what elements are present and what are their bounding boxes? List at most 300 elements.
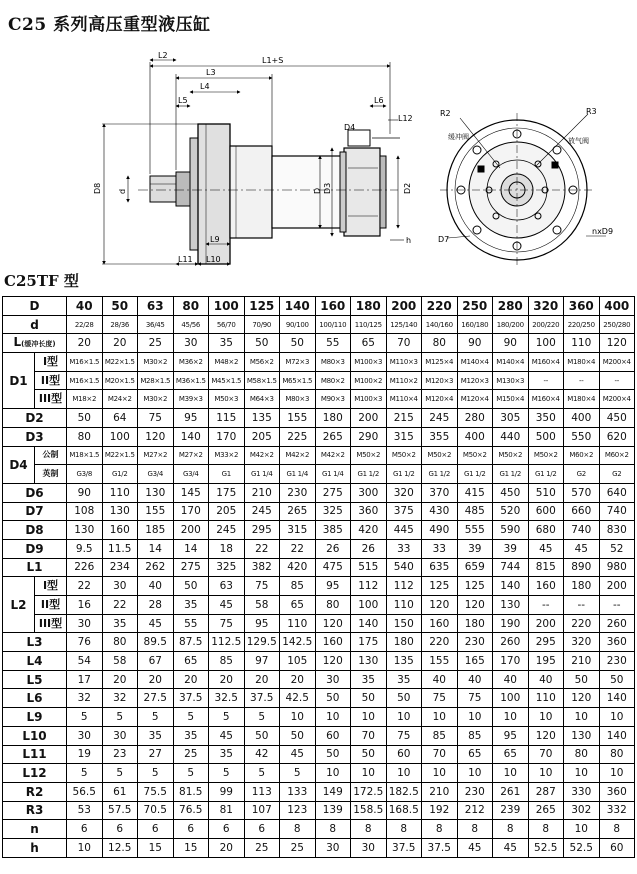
label-r3: R3 [586,107,597,116]
table-cell: 99 [209,782,245,801]
table-cell: 112 [351,577,387,596]
table-cell: 170 [209,427,245,446]
table-cell: 32.5 [209,689,245,708]
table-cell: 160 [422,614,458,633]
table-cell: 76 [67,633,103,652]
table-cell: 320 [386,483,422,502]
table-cell: 212 [457,801,493,820]
table-cell: M180×4 [564,353,600,372]
table-cell: 170 [173,502,209,521]
table-cell: 5 [244,764,280,783]
table-cell: M20×1.5 [102,371,138,390]
table-cell: 302 [564,801,600,820]
table-cell: M110×3 [386,353,422,372]
table-cell: 15 [173,838,209,857]
table-cell: 420 [280,558,316,577]
table-cell: 40 [457,670,493,689]
table-cell: 10 [386,708,422,727]
table-cell: 80 [422,334,458,353]
header-cell: 220 [422,297,458,316]
table-cell: 50 [173,577,209,596]
table-cell: M80×2 [315,371,351,390]
table-cell: 14 [138,539,174,558]
table-cell: 360 [351,502,387,521]
table-cell: 5 [102,764,138,783]
table-cell: G1 1/4 [315,465,351,484]
table-cell: 890 [564,558,600,577]
rod-nut [176,172,190,206]
table-row [3,820,635,839]
table-cell: 12.5 [102,838,138,857]
table-cell: 37.5 [422,838,458,857]
table-cell: 10 [457,764,493,783]
row-label [3,633,67,652]
table-cell: 15 [138,838,174,857]
table-cell: 110 [280,614,316,633]
table-cell: 50 [315,745,351,764]
table-cell: M100×3 [351,353,387,372]
table-cell: 85 [209,652,245,671]
table-cell: 210 [244,483,280,502]
table-cell: 130 [351,652,387,671]
table-cell: M160×4 [528,353,564,372]
row-label [3,334,67,353]
table-cell: M16×1.5 [67,371,103,390]
table-cell: 180 [386,633,422,652]
table-cell: 510 [528,483,564,502]
table-cell: M140×4 [457,353,493,372]
table-cell: 37.5 [244,689,280,708]
table-cell: 90 [493,334,529,353]
table-row [3,838,635,857]
table-cell: 17 [67,670,103,689]
table-cell: 155 [138,502,174,521]
table-cell: -- [599,371,635,390]
header-cell: 80 [173,297,209,316]
table-cell: 129.5 [244,633,280,652]
table-cell: 320 [564,633,600,652]
label-d4: D4 [344,123,356,132]
table-cell: 230 [457,782,493,801]
table-cell: M64×3 [244,390,280,409]
table-cell: 125/140 [386,315,422,334]
table-cell: 5 [138,708,174,727]
table-cell: M30×2 [138,390,174,409]
table-cell: 50 [244,726,280,745]
table-cell: 315 [386,427,422,446]
table-cell: 20 [67,334,103,353]
table-cell: M65×1.5 [280,371,316,390]
table-cell: 10 [599,708,635,727]
table-cell: 360 [599,782,635,801]
table-cell: 81 [209,801,245,820]
table-cell: M50×3 [209,390,245,409]
table-cell: 45 [209,726,245,745]
table-cell: 40 [422,670,458,689]
table-cell: 70.5 [138,801,174,820]
table-cell: 20 [244,670,280,689]
table-cell: 450 [599,409,635,428]
cylinder-barrel [272,156,344,228]
table-cell: 107 [244,801,280,820]
table-cell: 123 [280,801,316,820]
table-cell: 75 [209,614,245,633]
table-cell: 140/160 [422,315,458,334]
table-cell: -- [528,596,564,615]
row-label [3,409,67,428]
row-group-label: L2 [3,577,35,633]
table-cell: 85 [457,726,493,745]
row-label-text: L1 [26,560,43,575]
table-cell: 16 [67,596,103,615]
table-cell: 89.5 [138,633,174,652]
table-cell: 640 [599,483,635,502]
table-cell: 500 [528,427,564,446]
table-cell: M110×2 [386,371,422,390]
table-cell: 28/36 [102,315,138,334]
table-cell: 140 [173,427,209,446]
table-cell: 85 [422,726,458,745]
header-cell: 360 [564,297,600,316]
table-cell: 475 [315,558,351,577]
table-cell: 80 [599,745,635,764]
table-cell: 32 [67,689,103,708]
table-cell: 80 [102,633,138,652]
table-cell: 113 [244,782,280,801]
table-cell: G1 1/2 [386,465,422,484]
table-cell: 22 [244,539,280,558]
label-l1s: L1+S [262,56,284,65]
row-label-text: D2 [25,410,44,425]
table-cell: 35 [209,334,245,353]
table-cell: 140 [599,689,635,708]
table-cell: M72×3 [280,353,316,372]
table-cell: 5 [138,764,174,783]
table-cell: 740 [599,502,635,521]
table-cell: 23 [102,745,138,764]
table-cell: 10 [422,764,458,783]
table-cell: 635 [422,558,458,577]
table-cell: 80 [67,427,103,446]
table-cell: 400 [457,427,493,446]
side-view [138,124,400,264]
row-label [3,502,67,521]
table-cell: 139 [315,801,351,820]
row-label [3,539,67,558]
row-label-text: d [30,317,39,332]
table-cell: M120×3 [457,371,493,390]
label-d: d [118,188,127,194]
row-label-text: D8 [25,523,44,538]
table-cell: 112.5 [209,633,245,652]
table-cell: M125×4 [422,353,458,372]
table-cell: 130 [138,483,174,502]
row-sub-label: 英制 [35,465,67,484]
table-cell: 420 [351,521,387,540]
table-cell: 27.5 [138,689,174,708]
table-cell: G1 [209,465,245,484]
table-cell: 120 [315,652,351,671]
table-cell: 75 [138,409,174,428]
table-cell: 5 [173,708,209,727]
table-cell: M18×2 [67,390,103,409]
row-label-text: L5 [26,672,43,687]
table-cell: 245 [244,502,280,521]
table-cell: 30 [173,334,209,353]
table-cell: 30 [102,726,138,745]
table-cell: 50 [599,670,635,689]
table-cell: M50×2 [386,446,422,465]
table-cell: 22 [280,539,316,558]
table-cell: 135 [244,409,280,428]
table-cell: 200 [351,409,387,428]
table-cell: 160 [315,633,351,652]
page-title: C25 系列高压重型液压缸 [8,15,211,35]
table-cell: G1 1/2 [422,465,458,484]
row-label-text: R3 [25,803,44,818]
table-cell: M120×3 [422,371,458,390]
table-cell: 515 [351,558,387,577]
table-cell: 10 [528,708,564,727]
table-cell: 155 [422,652,458,671]
row-label-text: n [30,822,39,837]
table-cell: 37.5 [173,689,209,708]
table-cell: 100 [493,689,529,708]
table-cell: 332 [599,801,635,820]
table-cell: 75 [386,726,422,745]
table-cell: 33 [386,539,422,558]
table-cell: -- [528,371,564,390]
table-cell: 10 [599,764,635,783]
table-cell: 25 [173,745,209,764]
row-sub-label: I型 [35,353,67,372]
table-cell: 5 [102,708,138,727]
table-cell: 165 [457,652,493,671]
table-cell: 130 [493,596,529,615]
table-row [3,334,635,353]
table-cell: 10 [67,838,103,857]
table-cell: 120 [564,689,600,708]
table-cell: 740 [564,521,600,540]
header-cell: 280 [493,297,529,316]
table-cell: 555 [457,521,493,540]
table-row [3,558,635,577]
table-cell: M100×2 [351,371,387,390]
table-cell: 27 [138,745,174,764]
table-cell: 60 [599,838,635,857]
table-cell: 35 [209,745,245,764]
table-cell: 980 [599,558,635,577]
table-cell: 350 [528,409,564,428]
table-cell: 140 [599,726,635,745]
table-cell: 25 [244,838,280,857]
table-cell: 45 [280,745,316,764]
table-cell: M130×3 [493,371,529,390]
table-cell: M140×4 [493,353,529,372]
table-cell: M18×1.5 [67,446,103,465]
table-cell: 8 [386,820,422,839]
table-cell: 37.5 [386,838,422,857]
table-cell: 10 [386,764,422,783]
table-cell: 110 [102,483,138,502]
table-cell: 325 [315,502,351,521]
table-cell: G1 1/4 [244,465,280,484]
table-cell: 5 [209,708,245,727]
table-cell: 65 [351,334,387,353]
table-row [3,652,635,671]
table-cell: 9.5 [67,539,103,558]
table-cell: 120 [457,596,493,615]
table-cell: 87.5 [173,633,209,652]
table-cell: 26 [315,539,351,558]
table-cell: 175 [209,483,245,502]
table-cell: 40 [138,577,174,596]
table-cell: 95 [244,614,280,633]
table-cell: 30 [67,614,103,633]
row-label-text: h [30,840,39,855]
table-cell: 180/200 [493,315,529,334]
table-cell: 230 [457,633,493,652]
table-cell: 8 [422,820,458,839]
table-cell: 600 [528,502,564,521]
table-cell: 90/100 [280,315,316,334]
header-cell: 200 [386,297,422,316]
table-cell: 100/110 [315,315,351,334]
table-cell: M58×1.5 [244,371,280,390]
table-cell: 20 [280,670,316,689]
table-cell: 45/56 [173,315,209,334]
table-cell: 35 [173,726,209,745]
row-label [3,764,67,783]
table-cell: 67 [138,652,174,671]
table-cell: 10 [315,764,351,783]
table-cell: 385 [315,521,351,540]
table-cell: 660 [564,502,600,521]
table-cell: M45×1.5 [209,371,245,390]
table-row [3,670,635,689]
table-cell: 168.5 [386,801,422,820]
row-label-text: D6 [25,485,44,500]
table-cell: 75 [244,577,280,596]
table-cell: 65 [493,745,529,764]
header-cell: 63 [138,297,174,316]
row-label-text: L12 [22,766,47,781]
table-cell: 8 [528,820,564,839]
table-cell: 6 [67,820,103,839]
table-cell: -- [599,596,635,615]
table-cell: 45 [493,838,529,857]
table-cell: 50 [351,745,387,764]
table-cell: M30×2 [138,353,174,372]
table-cell: 382 [244,558,280,577]
table-cell: 50 [280,334,316,353]
row-label-text: L [13,335,22,350]
table-cell: 58 [102,652,138,671]
table-cell: 95 [493,726,529,745]
table-cell: 130 [564,726,600,745]
front-flange [190,138,198,250]
table-cell: 659 [457,558,493,577]
table-cell: 485 [457,502,493,521]
row-label [3,708,67,727]
table-cell: 265 [280,502,316,521]
table-cell: 10 [315,708,351,727]
table-cell: 360 [599,633,635,652]
table-cell: 325 [209,558,245,577]
table-cell: G1 1/2 [493,465,529,484]
table-cell: M27×2 [138,446,174,465]
table-cell: M50×2 [493,446,529,465]
table-cell: 265 [315,427,351,446]
table-cell: 130 [102,502,138,521]
table-cell: 135 [386,652,422,671]
table-cell: 160 [102,521,138,540]
table-cell: 11.5 [102,539,138,558]
table-cell: M27×2 [173,446,209,465]
label-d3: D3 [323,182,332,194]
table-cell: 8 [315,820,351,839]
table-cell: 150 [386,614,422,633]
gland-body [230,146,272,238]
header-cell: 140 [280,297,316,316]
row-label-text: D7 [25,504,44,519]
table-cell: G1 1/2 [457,465,493,484]
table-cell: 45 [209,596,245,615]
table-cell: 8 [280,820,316,839]
table-cell: 440 [493,427,529,446]
table-cell: 52.5 [564,838,600,857]
table-cell: 42 [244,745,280,764]
table-cell: 20 [209,670,245,689]
table-cell: 80 [564,745,600,764]
table-cell: 58 [244,596,280,615]
table-row [3,521,635,540]
table-cell: 81.5 [173,782,209,801]
table-cell: 10 [280,708,316,727]
table-cell: 239 [493,801,529,820]
table-cell: 80 [315,596,351,615]
spec-table [2,296,635,858]
table-cell: 52.5 [528,838,564,857]
table-cell: 28 [138,596,174,615]
table-cell: M56×2 [244,353,280,372]
table-cell: 70 [422,745,458,764]
table-cell: 140 [493,577,529,596]
table-cell: 225 [280,427,316,446]
table-cell: M80×3 [315,353,351,372]
table-cell: 287 [528,782,564,801]
table-cell: 261 [493,782,529,801]
table-cell: 6 [138,820,174,839]
table-cell: 112 [386,577,422,596]
table-cell: 170 [493,652,529,671]
table-cell: 142.5 [280,633,316,652]
label-l6: L6 [374,96,384,105]
table-cell: 490 [422,521,458,540]
header-cell: 250 [457,297,493,316]
table-cell: 55 [315,334,351,353]
table-cell: 8 [599,820,635,839]
table-header-row [3,297,635,316]
row-label [3,558,67,577]
table-cell: -- [564,371,600,390]
label-vent-valve: 放气阀 [568,137,589,145]
table-cell: 305 [493,409,529,428]
table-cell: 19 [67,745,103,764]
table-cell: 295 [528,633,564,652]
table-cell: 35 [138,726,174,745]
row-label-text: L6 [26,691,43,706]
